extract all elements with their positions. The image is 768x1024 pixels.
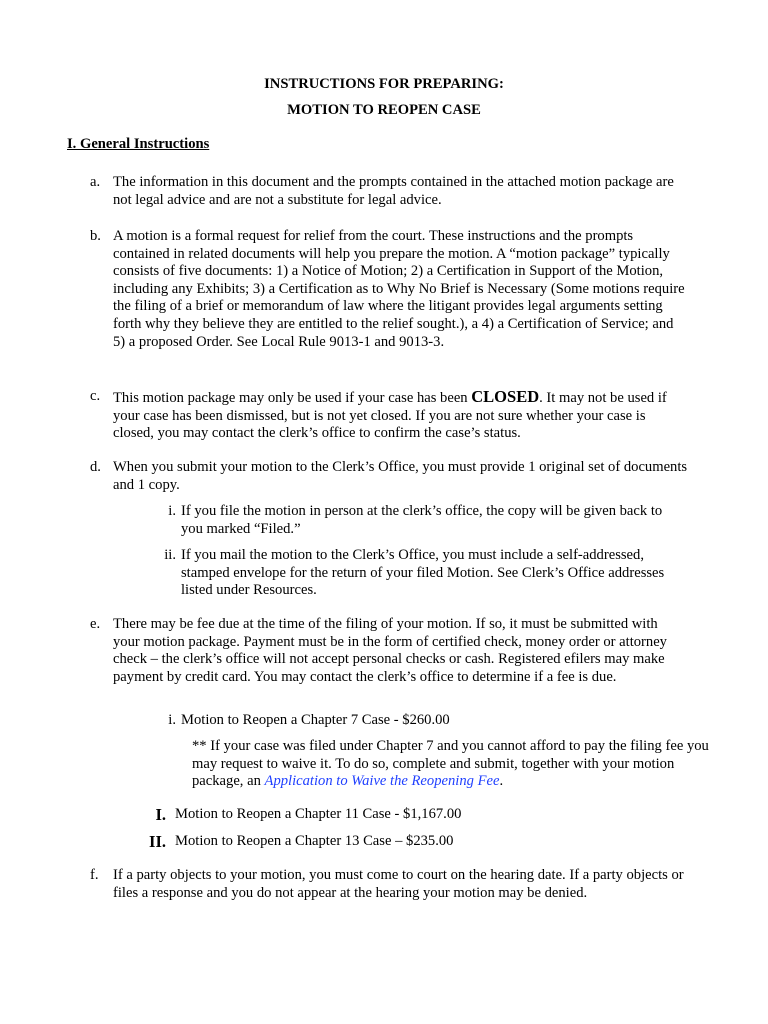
note-text-after-link: . xyxy=(499,773,504,790)
document-title-line-1: INSTRUCTIONS FOR PREPARING: xyxy=(264,76,504,92)
list-marker: e. xyxy=(90,616,101,632)
list-item-text xyxy=(113,388,688,443)
note-text xyxy=(192,738,712,791)
list-item-text: If a party objects to your motion, you must come to court on the hearing date. If a party objects or files a response and you do not appear at the hearing your motion may be denied. xyxy=(113,867,684,901)
list-item-text: There may be fee due at the time of the filing of your motion. If so, it must be submitted with your motion package. Payment must be in the form of certified check, money order or attorney check – the clerk’s office will not accept personal checks or cash. Registered efilers may make payment by credit card. You may contact the clerk’s office to determine if a fee is due. xyxy=(113,616,667,685)
list-marker: f. xyxy=(90,867,99,883)
list-marker: I. xyxy=(155,805,166,824)
list-item-text: If you file the motion in person at the clerk’s office, the copy will be given back to you marked “Filed.” xyxy=(181,503,663,537)
list-marker: c. xyxy=(90,388,101,404)
text-before-emphasis: This motion package may only be used if your case has been xyxy=(113,390,472,406)
list-marker: i. xyxy=(168,503,176,519)
list-item-text: Motion to Reopen a Chapter 13 Case – $235.00 xyxy=(175,833,454,849)
note-text-before-link: ** If your case was filed under Chapter 7 and you cannot afford to pay the filing fee you may request to waive it. To do so, complete and submit, together with your motion package, an xyxy=(192,738,709,790)
text-after-emphasis: . It may not be used if your case has been dismissed, but is not yet closed. If you are not sure whether your case is closed, you may contact the clerk’s office to confirm the case’s status. xyxy=(113,390,667,442)
fee-waiver-application-link[interactable]: Application to Waive the Reopening Fee xyxy=(264,773,500,790)
list-item-text: Motion to Reopen a Chapter 7 Case - $260.00 xyxy=(181,712,450,728)
list-marker: ii. xyxy=(164,547,176,563)
list-item-text: The information in this document and the prompts contained in the attached motion package are not legal advice and are not a substitute for legal advice. xyxy=(113,174,674,208)
list-item-text: Motion to Reopen a Chapter 11 Case - $1,167.00 xyxy=(175,806,462,822)
section-heading: I. General Instructions xyxy=(67,136,210,152)
list-marker: II. xyxy=(149,832,166,851)
document-title-line-2: MOTION TO REOPEN CASE xyxy=(287,102,481,118)
list-item-text: If you mail the motion to the Clerk’s Office, you must include a self-addressed, stamped envelope for the return of your filed Motion. See Clerk’s Office addresses listed under Resources. xyxy=(181,547,665,599)
closed-emphasis: CLOSED xyxy=(471,387,540,406)
list-item-text: When you submit your motion to the Clerk’s Office, you must provide 1 original set of documents and 1 copy. xyxy=(113,459,688,493)
list-marker: b. xyxy=(90,228,101,244)
list-marker: a. xyxy=(90,174,101,190)
list-item-text: A motion is a formal request for relief from the court. These instructions and the prompts contained in related documents will help you prepare the motion. A “motion package” typically consists of five documents: 1) a Notice of Motion; 2) a Certification in Support of the Motion, including any Exhibits; 3) a Certification as to Why No Brief is Necessary (Some motions require the filing of a brief or memorandum of law where the litigant provides legal arguments setting forth why they believe they are entitled to the relief sought.), a 4) a Certification of Service; and 5) a proposed Order. See Local Rule 9013-1 and 9013-3. xyxy=(113,228,685,350)
list-marker: d. xyxy=(90,459,101,475)
list-marker: i. xyxy=(168,712,176,728)
